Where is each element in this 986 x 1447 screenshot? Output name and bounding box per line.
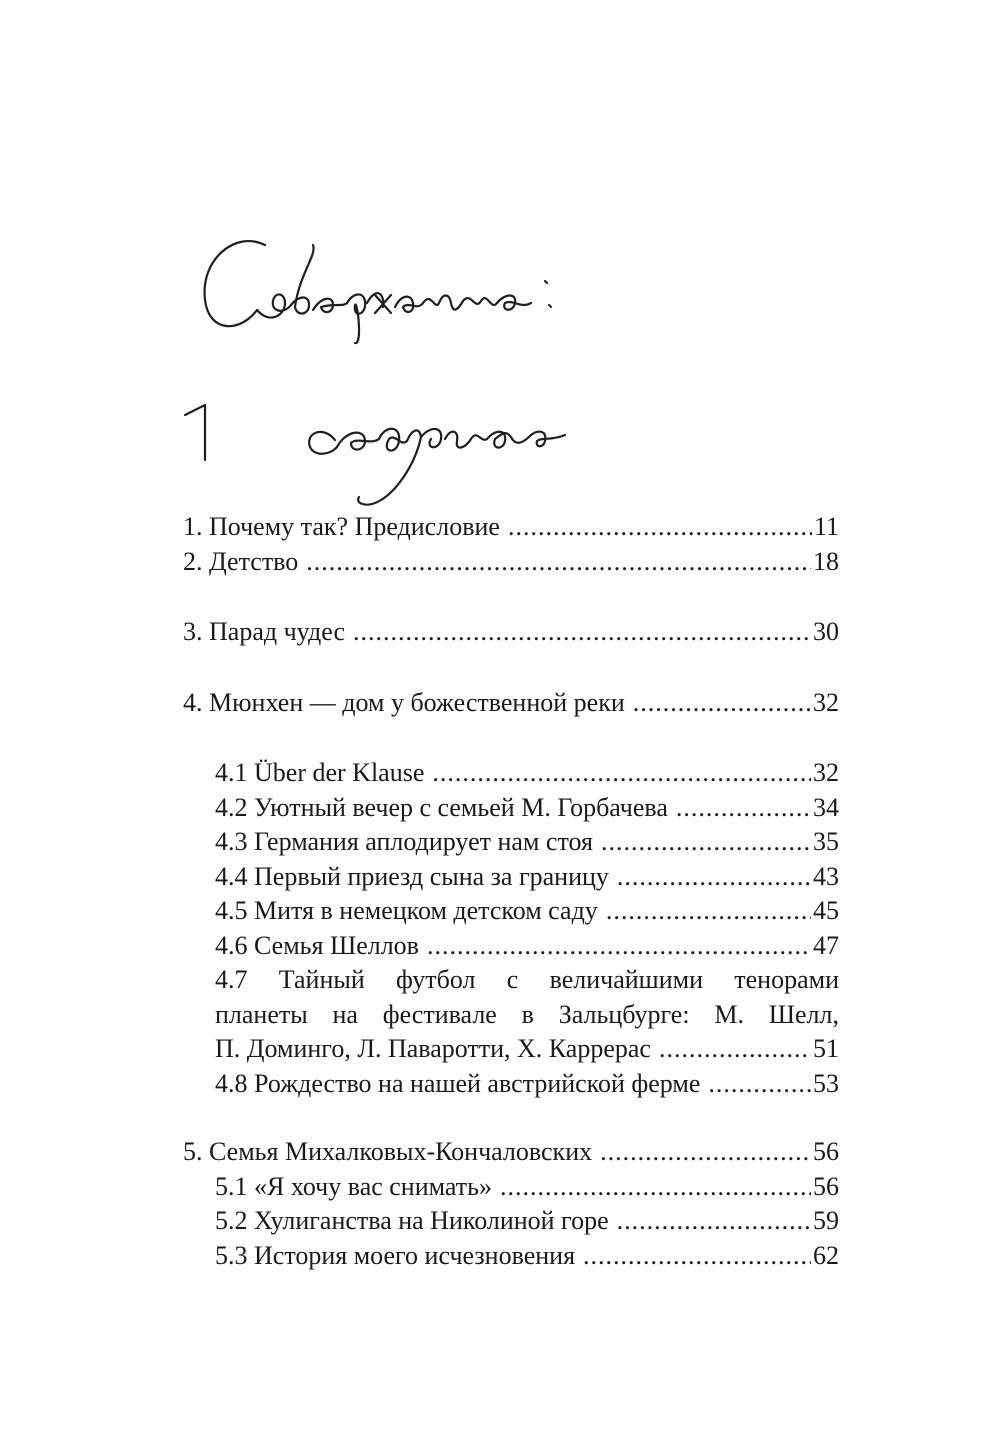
dot-leader — [432, 756, 811, 791]
dot-leader — [600, 1135, 811, 1170]
toc-title: 1. Почему так? Предисловие — [183, 512, 500, 541]
toc-page-number: 32 — [813, 758, 839, 787]
toc-title: 5.1 «Я хочу вас снимать» — [215, 1171, 492, 1201]
table-of-contents — [183, 510, 839, 1273]
toc-subentry[interactable] — [183, 1067, 839, 1102]
dot-leader — [676, 791, 811, 826]
toc-entry[interactable] — [183, 615, 839, 650]
toc-subentry[interactable] — [183, 756, 839, 791]
toc-title: 4.3 Германия аплодирует нам стоя — [215, 827, 593, 856]
toc-subentry[interactable] — [183, 825, 839, 860]
toc-page-number: 59 — [813, 1206, 839, 1235]
dot-leader — [606, 894, 811, 929]
dot-leader — [617, 1204, 811, 1239]
toc-page-number: 51 — [813, 1034, 839, 1063]
toc-page-number: 53 — [813, 1068, 839, 1098]
dot-leader — [306, 545, 811, 580]
toc-subentry[interactable] — [183, 1239, 839, 1274]
toc-title: 5.3 История моего исчезновения — [215, 1240, 576, 1270]
dot-leader — [508, 510, 812, 545]
toc-page-number: 56 — [813, 1171, 839, 1201]
dot-leader — [353, 615, 811, 650]
toc-subentry[interactable] — [183, 1204, 839, 1239]
toc-title: 3. Парад чудес — [183, 617, 345, 646]
toc-subentry[interactable] — [183, 860, 839, 895]
toc-title: 4.2 Уютный вечер с семьей М. Горбачева — [215, 792, 668, 822]
toc-title: 4.8 Рождество на нашей австрийской ферме — [215, 1068, 701, 1098]
contents-heading — [195, 215, 585, 345]
toc-entry[interactable] — [183, 686, 839, 721]
toc-subentry[interactable] — [183, 1170, 839, 1205]
toc-title-line: 4.7 Тайный футбол с величайшими тенорами — [215, 965, 839, 994]
toc-page-number: 18 — [813, 546, 839, 576]
toc-subentry-multiline[interactable] — [183, 963, 839, 1067]
toc-title: 2. Детство — [183, 546, 299, 576]
toc-entry[interactable] — [183, 1135, 839, 1170]
dot-leader — [633, 686, 811, 721]
toc-page-number: 45 — [813, 896, 839, 925]
toc-subentry[interactable] — [183, 894, 839, 929]
toc-entry[interactable] — [183, 510, 839, 545]
spacer — [183, 720, 839, 756]
dot-leader — [708, 1067, 811, 1102]
toc-title: 4. Мюнхен — дом у божественной реки — [183, 687, 625, 717]
toc-title: 4.5 Митя в немецком детском саду — [215, 896, 598, 925]
spacer — [183, 650, 839, 686]
spacer — [183, 1101, 839, 1135]
toc-subentry[interactable] — [183, 929, 839, 964]
series-heading — [175, 385, 595, 515]
toc-title-line: планеты на фестивале в Зальцбурге: М. Шелл, — [215, 999, 839, 1029]
toc-page-number: 34 — [813, 792, 839, 822]
toc-title: 4.4 Первый приезд сына за границу — [215, 861, 609, 891]
toc-title: 4.1 Über der Klause — [215, 758, 425, 787]
dot-leader — [659, 1032, 811, 1067]
toc-page-number: 47 — [813, 930, 839, 960]
contents-script-lettering — [195, 215, 585, 345]
dot-leader — [583, 1239, 811, 1274]
toc-page-number: 56 — [813, 1137, 839, 1166]
toc-page-number: 62 — [813, 1240, 839, 1270]
dot-leader — [601, 825, 811, 860]
toc-page-number: 30 — [813, 617, 839, 646]
toc-page-number: 32 — [813, 687, 839, 717]
toc-title-line: П. Доминго, Л. Паваротти, Х. Каррерас — [215, 1034, 651, 1063]
spacer — [183, 579, 839, 615]
dot-leader — [427, 929, 811, 964]
series-script-lettering — [175, 385, 595, 515]
dot-leader — [617, 860, 811, 895]
dot-leader — [500, 1170, 811, 1205]
toc-subentry[interactable] — [183, 791, 839, 826]
toc-title: 5. Семья Михалковых-Кончаловских — [183, 1137, 593, 1166]
toc-page-number: 35 — [813, 827, 839, 856]
toc-page-number: 43 — [813, 861, 839, 891]
toc-page-number: 11 — [813, 512, 839, 541]
toc-title-last-line — [215, 1032, 839, 1067]
toc-title: 5.2 Хулиганства на Николиной горе — [215, 1206, 609, 1235]
toc-title: 4.6 Семья Шеллов — [215, 930, 419, 960]
toc-entry[interactable] — [183, 545, 839, 580]
